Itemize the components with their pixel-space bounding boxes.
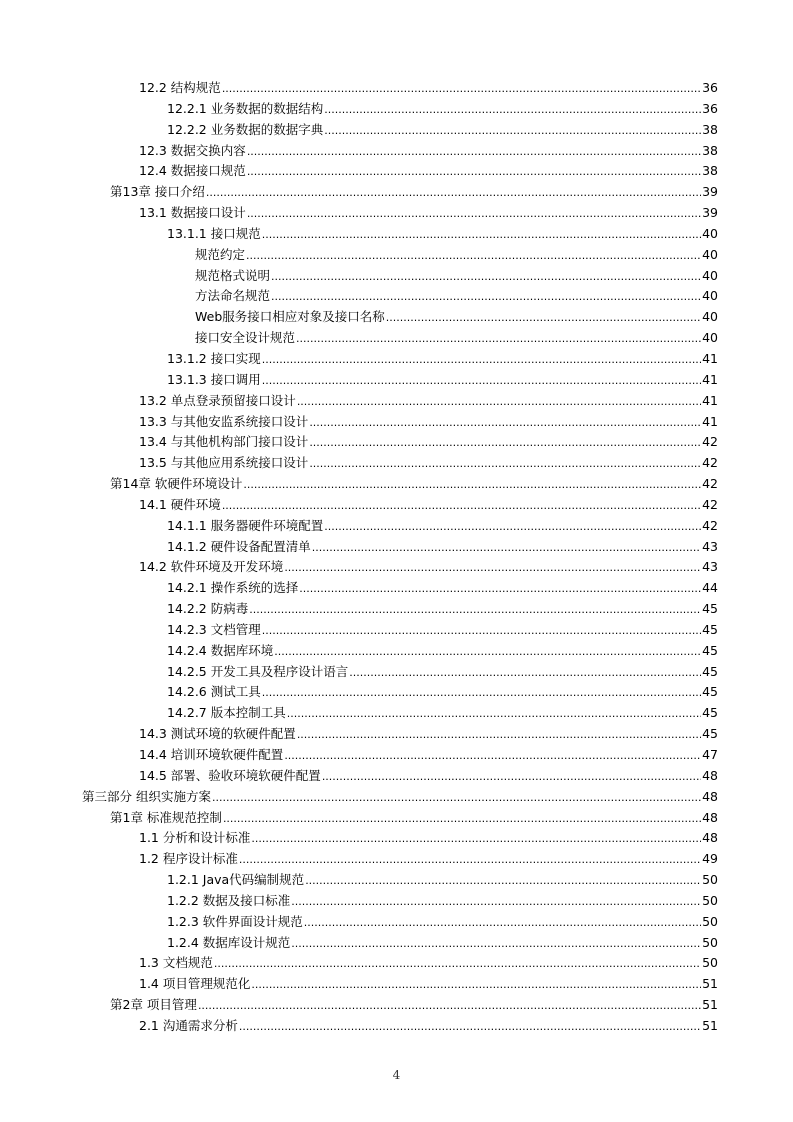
toc-entry-page: 51 <box>702 1017 718 1033</box>
toc-entry-title: 14.2.1 操作系统的选择 <box>167 580 299 596</box>
toc-entry[interactable] <box>0 995 793 1016</box>
dot-leader <box>291 934 701 954</box>
toc-entry[interactable] <box>0 849 793 870</box>
toc-entry-page: 51 <box>702 976 718 992</box>
dot-leader <box>243 475 701 495</box>
table-of-contents <box>0 78 793 1037</box>
toc-entry-page: 51 <box>702 997 718 1013</box>
toc-entry-title: 13.2 单点登录预留接口设计 <box>139 392 296 408</box>
toc-entry[interactable] <box>0 432 793 453</box>
toc-entry-title: 第13章 接口介绍 <box>110 184 205 200</box>
toc-entry[interactable] <box>0 370 793 391</box>
dot-leader <box>287 704 701 724</box>
toc-entry[interactable] <box>0 870 793 891</box>
toc-entry[interactable] <box>0 662 793 683</box>
toc-entry[interactable] <box>0 307 793 328</box>
toc-entry[interactable] <box>0 537 793 558</box>
toc-entry-title: 14.1.1 服务器硬件环境配置 <box>167 517 324 533</box>
toc-entry-page: 40 <box>702 246 718 262</box>
dot-leader <box>251 829 701 849</box>
toc-entry-title: 14.4 培训环境软硬件配置 <box>139 747 284 762</box>
dot-leader <box>309 433 701 453</box>
toc-entry[interactable] <box>0 620 793 641</box>
dot-leader <box>271 287 701 307</box>
toc-entry[interactable] <box>0 953 793 974</box>
toc-entry-page: 45 <box>702 621 718 637</box>
toc-entry-title: 13.1 数据接口设计 <box>139 205 246 221</box>
dot-leader <box>247 162 701 182</box>
toc-entry-page: 50 <box>702 934 718 950</box>
toc-entry-page: 47 <box>702 747 718 762</box>
dot-leader <box>214 954 701 974</box>
toc-entry-page: 45 <box>702 601 718 617</box>
toc-entry-title: 12.4 数据接口规范 <box>139 163 246 179</box>
toc-entry[interactable] <box>0 745 793 766</box>
toc-entry[interactable] <box>0 328 793 349</box>
toc-entry-title: 第三部分 组织实施方案 <box>82 788 211 804</box>
dot-leader <box>198 996 701 1016</box>
dot-leader <box>324 121 701 141</box>
toc-entry-title: 13.5 与其他应用系统接口设计 <box>139 455 309 471</box>
toc-entry-page: 50 <box>702 913 718 929</box>
dot-leader <box>291 892 701 912</box>
dot-leader <box>239 850 701 870</box>
toc-entry[interactable] <box>0 682 793 703</box>
toc-entry-page: 43 <box>702 559 718 575</box>
toc-entry[interactable] <box>0 808 793 829</box>
toc-entry-page: 48 <box>702 788 718 804</box>
toc-entry[interactable] <box>0 99 793 120</box>
toc-entry-page: 45 <box>702 684 718 700</box>
toc-entry[interactable] <box>0 141 793 162</box>
toc-entry-title: 12.3 数据交换内容 <box>139 142 246 158</box>
toc-entry-title: Web服务接口相应对象及接口名称 <box>195 309 385 325</box>
toc-entry[interactable] <box>0 412 793 433</box>
toc-entry-page: 41 <box>702 371 718 387</box>
dot-leader <box>212 788 701 808</box>
dot-leader <box>251 975 701 995</box>
dot-leader <box>305 871 701 891</box>
toc-entry[interactable] <box>0 120 793 141</box>
toc-entry[interactable] <box>0 286 793 307</box>
dot-leader <box>324 100 701 120</box>
toc-entry-page: 40 <box>702 288 718 304</box>
toc-entry-page: 40 <box>702 225 718 241</box>
toc-entry-title: 1.2.2 数据及接口标准 <box>167 892 291 908</box>
dot-leader <box>262 621 701 641</box>
dot-leader <box>262 225 701 245</box>
toc-entry[interactable] <box>0 349 793 370</box>
toc-entry-page: 45 <box>702 642 718 658</box>
toc-entry-title: 规范格式说明 <box>195 267 271 283</box>
toc-entry-page: 36 <box>702 100 718 116</box>
toc-entry[interactable] <box>0 599 793 620</box>
toc-entry[interactable] <box>0 787 793 808</box>
toc-entry-page: 40 <box>702 330 718 346</box>
toc-entry-page: 38 <box>702 121 718 137</box>
dot-leader <box>262 683 701 703</box>
toc-entry-page: 42 <box>702 434 718 450</box>
dot-leader <box>249 600 701 620</box>
toc-entry-title: 12.2.2 业务数据的数据字典 <box>167 121 324 137</box>
toc-entry[interactable] <box>0 161 793 182</box>
toc-entry-title: 第14章 软硬件环境设计 <box>110 476 243 492</box>
toc-entry-title: 方法命名规范 <box>195 288 271 304</box>
toc-entry-page: 41 <box>702 350 718 366</box>
dot-leader <box>271 267 701 287</box>
toc-entry-title: 1.2.3 软件界面设计规范 <box>167 913 303 929</box>
toc-entry-title: 14.2.4 数据库环境 <box>167 642 274 658</box>
toc-entry-title: 14.1.2 硬件设备配置清单 <box>167 538 311 554</box>
dot-leader <box>284 746 701 766</box>
toc-entry[interactable] <box>0 891 793 912</box>
dot-leader <box>309 413 701 433</box>
toc-entry[interactable] <box>0 828 793 849</box>
toc-entry-title: 1.2.1 Java代码编制规范 <box>167 872 305 888</box>
dot-leader <box>297 725 701 745</box>
toc-entry-title: 12.2.1 业务数据的数据结构 <box>167 100 324 116</box>
toc-entry-title: 14.2.2 防病毒 <box>167 601 249 617</box>
dot-leader <box>222 79 701 99</box>
toc-entry[interactable] <box>0 495 793 516</box>
toc-entry-title: 12.2 结构规范 <box>139 80 221 95</box>
dot-leader <box>206 183 701 203</box>
toc-entry-page: 45 <box>702 663 718 679</box>
toc-entry-title: 13.3 与其他安监系统接口设计 <box>139 413 309 429</box>
toc-entry-page: 39 <box>702 205 718 221</box>
dot-leader <box>386 308 701 328</box>
toc-entry-title: 14.2 软件环境及开发环境 <box>139 559 284 575</box>
dot-leader <box>223 809 701 829</box>
toc-entry[interactable] <box>0 391 793 412</box>
toc-entry-page: 50 <box>702 872 718 888</box>
toc-entry-page: 41 <box>702 413 718 429</box>
toc-entry[interactable] <box>0 78 793 99</box>
dot-leader <box>312 538 701 558</box>
dot-leader <box>296 329 701 349</box>
toc-entry-page: 36 <box>702 80 718 95</box>
toc-entry-page: 38 <box>702 163 718 179</box>
toc-entry-title: 1.3 文档规范 <box>139 955 213 971</box>
toc-entry-page: 42 <box>702 496 718 512</box>
toc-entry-page: 45 <box>702 705 718 721</box>
dot-leader <box>284 558 701 578</box>
toc-entry-page: 48 <box>702 809 718 825</box>
toc-entry[interactable] <box>0 641 793 662</box>
dot-leader <box>322 767 701 787</box>
toc-entry[interactable] <box>0 224 793 245</box>
toc-entry-title: 第2章 项目管理 <box>110 997 197 1013</box>
dot-leader <box>262 371 701 391</box>
toc-entry[interactable] <box>0 266 793 287</box>
toc-entry-page: 50 <box>702 892 718 908</box>
dot-leader <box>297 392 701 412</box>
toc-entry[interactable] <box>0 474 793 495</box>
toc-entry[interactable] <box>0 182 793 203</box>
dot-leader <box>247 142 701 162</box>
toc-entry-page: 42 <box>702 455 718 471</box>
dot-leader <box>222 496 701 516</box>
page-number: 4 <box>392 1068 401 1082</box>
toc-entry-page: 39 <box>702 184 718 200</box>
toc-entry-title: 规范约定 <box>195 246 246 262</box>
dot-leader <box>239 1017 701 1037</box>
dot-leader <box>349 663 701 683</box>
toc-entry-page: 43 <box>702 538 718 554</box>
toc-entry-page: 48 <box>702 767 718 783</box>
toc-entry[interactable] <box>0 974 793 995</box>
toc-entry-page: 40 <box>702 309 718 325</box>
toc-entry-title: 14.2.5 开发工具及程序设计语言 <box>167 663 349 679</box>
toc-entry[interactable] <box>0 245 793 266</box>
toc-entry-title: 13.4 与其他机构部门接口设计 <box>139 434 309 450</box>
toc-entry-title: 14.2.7 版本控制工具 <box>167 705 286 721</box>
toc-entry[interactable] <box>0 453 793 474</box>
toc-entry-page: 50 <box>702 955 718 971</box>
toc-entry-title: 1.2.4 数据库设计规范 <box>167 934 291 950</box>
dot-leader <box>304 913 701 933</box>
toc-entry-page: 41 <box>702 392 718 408</box>
toc-entry-title: 2.1 沟通需求分析 <box>139 1017 238 1033</box>
toc-entry[interactable] <box>0 766 793 787</box>
toc-entry-title: 1.2 程序设计标准 <box>139 851 238 867</box>
dot-leader <box>299 579 701 599</box>
toc-entry[interactable] <box>0 703 793 724</box>
toc-entry-page: 40 <box>702 267 718 283</box>
toc-entry-title: 1.4 项目管理规范化 <box>139 976 251 992</box>
toc-entry[interactable] <box>0 578 793 599</box>
toc-entry-title: 14.3 测试环境的软硬件配置 <box>139 726 296 742</box>
toc-entry-title: 14.2.3 文档管理 <box>167 621 261 637</box>
toc-entry-page: 49 <box>702 851 718 867</box>
toc-entry[interactable] <box>0 933 793 954</box>
toc-entry-title: 13.1.2 接口实现 <box>167 350 261 366</box>
toc-entry-title: 14.2.6 测试工具 <box>167 684 261 700</box>
dot-leader <box>246 246 701 266</box>
toc-entry-page: 44 <box>702 580 718 596</box>
dot-leader <box>309 454 701 474</box>
toc-entry-page: 45 <box>702 726 718 742</box>
toc-entry[interactable] <box>0 1016 793 1037</box>
toc-entry[interactable] <box>0 557 793 578</box>
toc-entry-title: 1.1 分析和设计标准 <box>139 830 251 846</box>
dot-leader <box>262 350 701 370</box>
dot-leader <box>274 642 701 662</box>
toc-entry[interactable] <box>0 912 793 933</box>
toc-entry-page: 42 <box>702 476 718 492</box>
toc-entry[interactable] <box>0 516 793 537</box>
toc-entry-page: 38 <box>702 142 718 158</box>
toc-entry-title: 第1章 标准规范控制 <box>110 809 222 825</box>
toc-entry[interactable] <box>0 203 793 224</box>
toc-entry[interactable] <box>0 724 793 745</box>
dot-leader <box>247 204 701 224</box>
toc-entry-page: 48 <box>702 830 718 846</box>
toc-entry-title: 13.1.1 接口规范 <box>167 225 261 241</box>
toc-entry-page: 42 <box>702 517 718 533</box>
toc-entry-title: 13.1.3 接口调用 <box>167 371 261 387</box>
toc-entry-title: 接口安全设计规范 <box>195 330 296 346</box>
toc-entry-title: 14.5 部署、验收环境软硬件配置 <box>139 767 321 783</box>
toc-entry-title: 14.1 硬件环境 <box>139 496 221 512</box>
dot-leader <box>324 517 701 537</box>
